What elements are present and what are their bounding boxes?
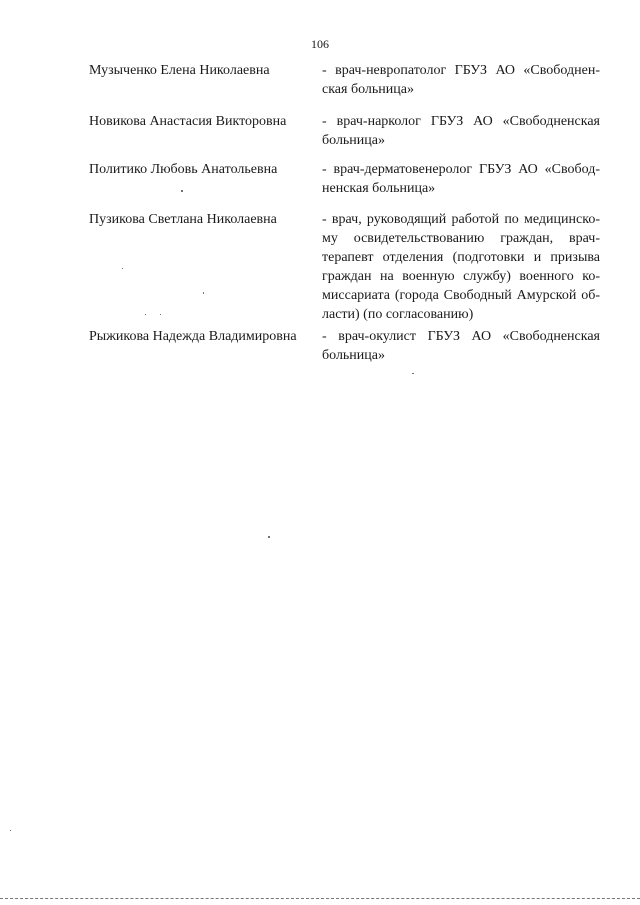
scan-speck [145,314,146,315]
scan-speck [268,536,270,538]
person-role: - врач-дерматовенеролог ГБУЗ АО «Свободненская больница» [322,162,600,196]
person-role: - врач-невропатолог ГБУЗ АО «Свободненская больница» [322,63,600,97]
scan-speck [10,830,11,831]
person-role: - врач-окулист ГБУЗ АО «Свободненская больница» [322,329,600,363]
person-role: - врач-нарколог ГБУЗ АО «Свободненская больница» [322,114,600,148]
scan-speck [160,314,161,315]
scan-speck [412,373,414,374]
person-name: Музыченко Елена Николаевна [89,63,270,78]
page-bottom-rule [0,898,640,899]
person-name: Новикова Анастасия Викторовна [89,114,287,129]
person-name: Рыжикова Надежда Владимировна [89,329,297,344]
scan-speck [122,268,123,269]
person-role: - врач, руководящий работой по медицинскому освидетельствованию граждан, врач-терапевт отделения (подготовки и призыва граждан на военную службу) военного комиссариата (города Свободный Амурской области) (по согласованию) [322,212,600,322]
person-name: Пузикова Светлана Николаевна [89,212,277,227]
person-name: Политико Любовь Анатольевна [89,162,278,177]
scan-speck [203,292,204,294]
scan-speck [181,190,183,192]
page-number: 106 [311,37,329,51]
